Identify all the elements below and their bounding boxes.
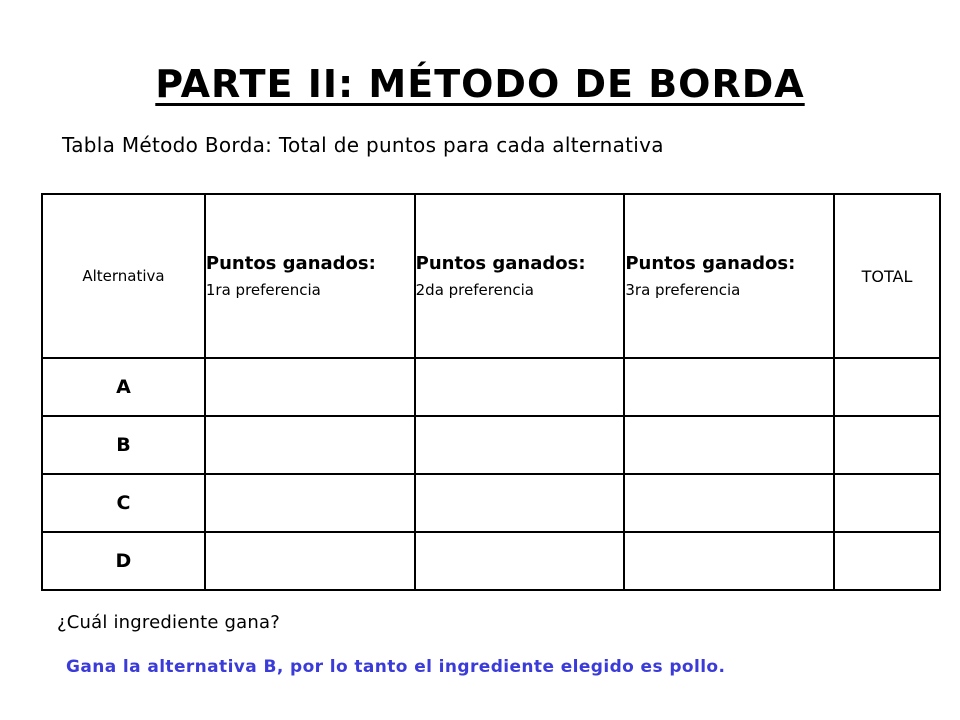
cell-pref-2 <box>415 416 625 474</box>
header-alternativa: Alternativa <box>42 194 205 358</box>
cell-pref-3 <box>624 358 834 416</box>
header-total: TOTAL <box>834 194 940 358</box>
table-row <box>42 474 940 532</box>
cell-pref-1 <box>205 532 415 590</box>
header-pref-2-subtitle: 2da preferencia <box>415 280 534 299</box>
table-row <box>42 532 940 590</box>
cell-pref-3 <box>624 532 834 590</box>
header-pref-1-title: Puntos ganados: <box>205 252 376 274</box>
cell-total <box>834 416 940 474</box>
cell-pref-1 <box>205 358 415 416</box>
cell-pref-1 <box>205 474 415 532</box>
cell-total <box>834 474 940 532</box>
header-pref-1-subtitle: 1ra preferencia <box>205 280 321 299</box>
header-pref-1 <box>205 194 415 358</box>
cell-pref-2 <box>415 532 625 590</box>
header-pref-3-subtitle: 3ra preferencia <box>625 280 741 299</box>
alternative-label: B <box>42 416 205 474</box>
header-pref-3 <box>624 194 834 358</box>
borda-table <box>41 193 941 591</box>
alternative-label: C <box>42 474 205 532</box>
table-header-row <box>42 194 940 358</box>
cell-pref-3 <box>624 474 834 532</box>
page-title <box>0 62 960 106</box>
answer-text: Gana la alternativa B, por lo tanto el ingrediente elegido es pollo. <box>66 657 726 677</box>
table-caption: Tabla Método Borda: Total de puntos para cada alternativa <box>62 133 664 157</box>
alternative-label: D <box>42 532 205 590</box>
cell-total <box>834 532 940 590</box>
cell-pref-3 <box>624 416 834 474</box>
cell-pref-2 <box>415 358 625 416</box>
table-row <box>42 358 940 416</box>
header-pref-3-title: Puntos ganados: <box>625 252 796 274</box>
cell-pref-1 <box>205 416 415 474</box>
header-pref-2-title: Puntos ganados: <box>415 252 586 274</box>
question-text: ¿Cuál ingrediente gana? <box>57 612 281 633</box>
cell-total <box>834 358 940 416</box>
page-title-text: PARTE II: MÉTODO DE BORDA <box>155 62 805 106</box>
alternative-label: A <box>42 358 205 416</box>
header-pref-2 <box>415 194 625 358</box>
cell-pref-2 <box>415 474 625 532</box>
table-row <box>42 416 940 474</box>
